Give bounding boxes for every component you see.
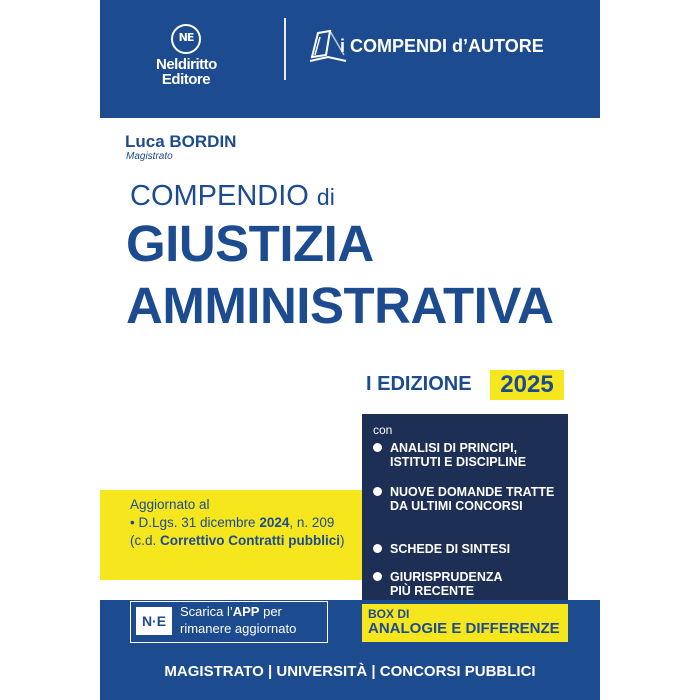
header-divider xyxy=(284,18,286,80)
update-note-item: • D.Lgs. 31 dicembre 2024, n. 209 (c.d. Correttivo Contratti pubblici) xyxy=(130,515,345,548)
app-logo-icon: N·E xyxy=(136,607,172,635)
bullet-dot-icon xyxy=(373,487,382,496)
book-cover: NE Neldiritto Editore i COMPENDI d’AUTORE Luca BORDIN Magistrato COMPENDIO di GIUSTIZIA AMMINISTRATIVA I EDIZIONE 2025 Aggiornato al • D.Lgs. 31 dicembre 2024, n. 209 (c.d. Correttivo Contratti pubblici) con ANALISI DI PRINCIPI, ISTITUTI E DISCIPLINE NUOVE DOMANDE TRATTE DA ULTIMI CONCORSI SCHEDE DI SINTESI GIURISPRUDENZA PIÙ RECENTE N·E Scarica l’APP per rimanere aggiornato BOX DI ANALOGIE E DIFFERENZE MAGISTRATO | UNIVERSITÀ | CONCORSI PUBBLICI xyxy=(100,0,600,700)
features-intro: con xyxy=(373,423,393,437)
bullet-dot-icon xyxy=(373,443,382,452)
edition-label: I EDIZIONE xyxy=(366,373,472,395)
publisher-logo-icon: NE xyxy=(171,24,201,54)
author-name: Luca BORDIN xyxy=(125,132,237,151)
update-note-heading: Aggiornato al xyxy=(130,497,210,512)
title-line2: GIUSTIZIA xyxy=(126,215,374,272)
publisher-name-line1: Neldiritto xyxy=(156,56,217,73)
publisher-name-line2: Editore xyxy=(161,71,211,88)
title-di: di xyxy=(316,184,335,210)
bullet-dot-icon xyxy=(373,572,382,581)
update-note xyxy=(130,496,358,550)
series-name: COMPENDI d’AUTORE xyxy=(350,36,544,56)
series-title xyxy=(340,36,544,57)
app-download-text: Scarica l’APP per rimanere aggiornato xyxy=(180,604,297,636)
box-analogie-line1: BOX DI xyxy=(368,607,410,621)
edition-year-badge: 2025 xyxy=(490,370,564,400)
title-line3: AMMINISTRATIVA xyxy=(126,277,554,334)
publisher-logo xyxy=(156,24,216,87)
series-prefix: i xyxy=(340,36,346,56)
box-analogie-line2: ANALOGIE E DIFFERENZE xyxy=(368,620,560,637)
audience-footer: MAGISTRATO | UNIVERSITÀ | CONCORSI PUBBLICI xyxy=(164,663,536,680)
bullet-dot-icon xyxy=(373,544,382,553)
author-role: Magistrato xyxy=(126,151,173,162)
title-line1 xyxy=(130,180,335,213)
bullet-icon: • xyxy=(130,515,135,530)
title-compendio: COMPENDIO xyxy=(130,180,309,212)
